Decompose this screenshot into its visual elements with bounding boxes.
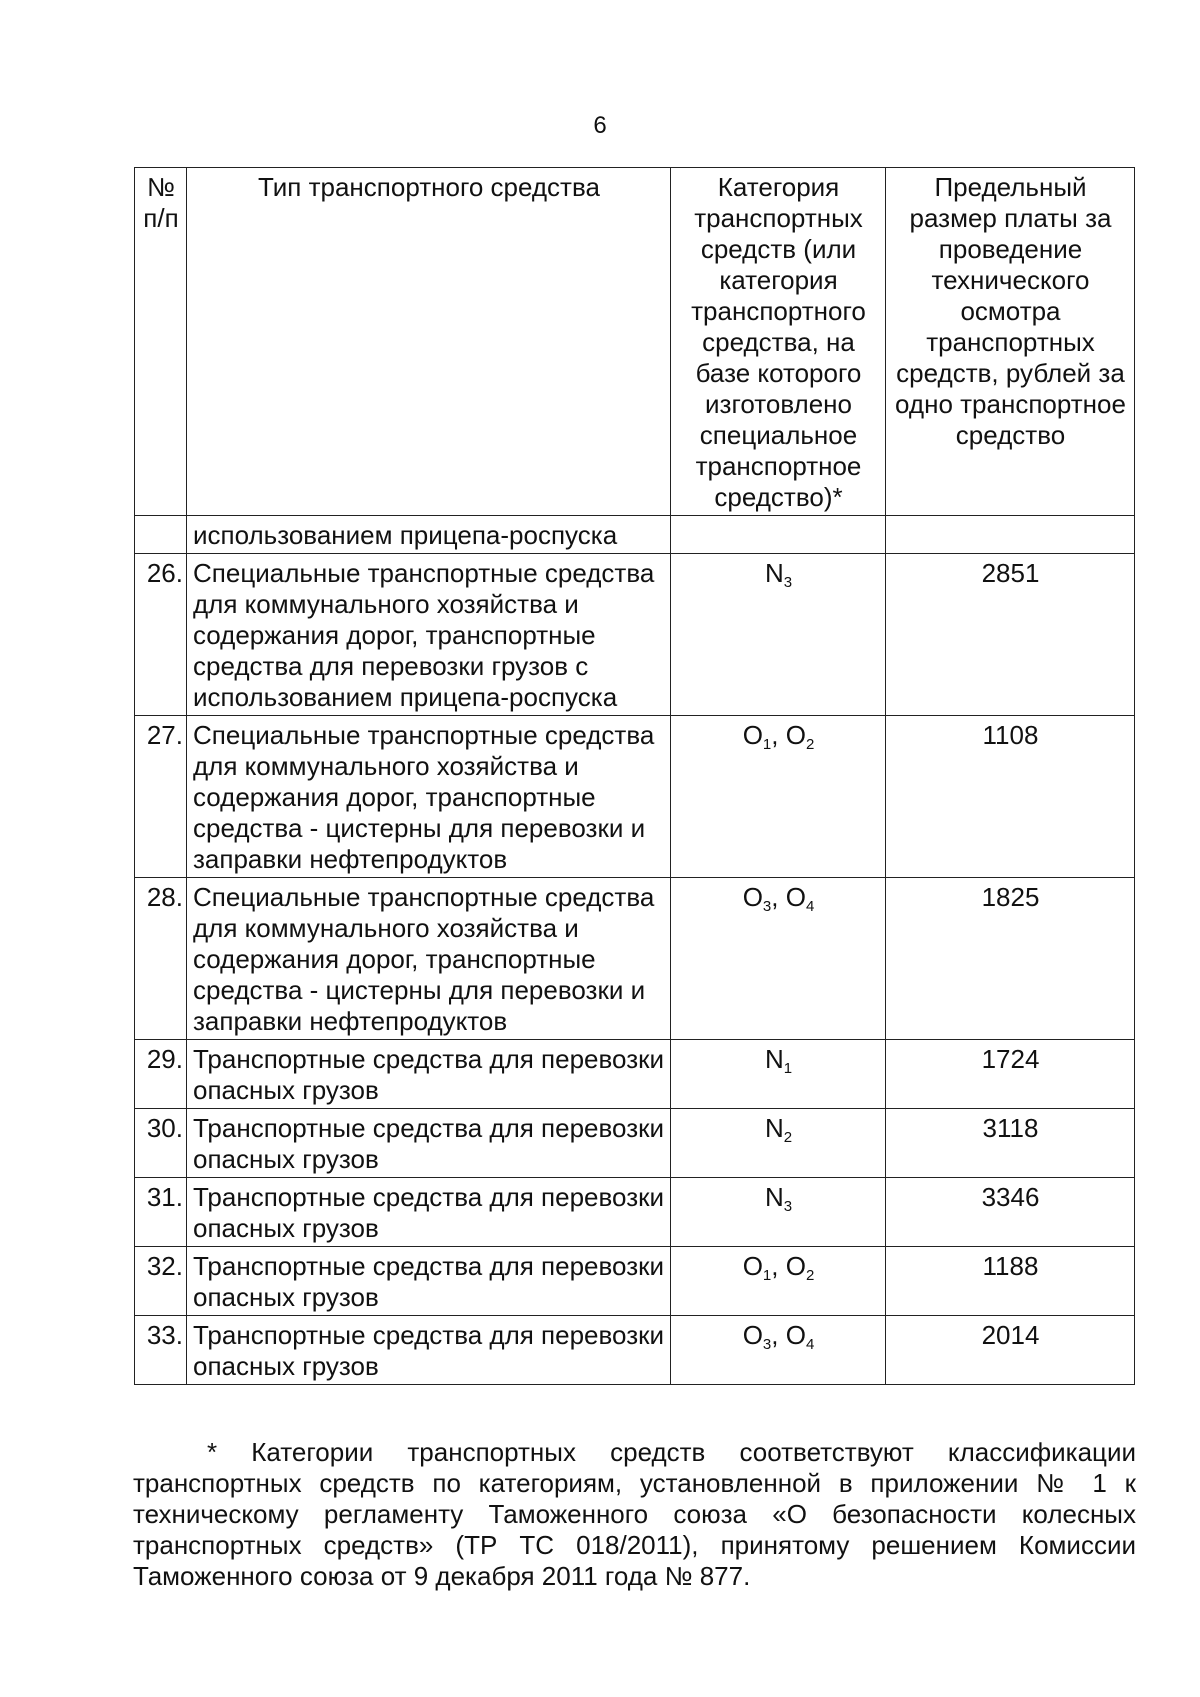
table-row bbox=[135, 1040, 1135, 1109]
inspection-fee: 2014 bbox=[886, 1316, 1135, 1385]
inspection-fee: 2851 bbox=[886, 554, 1135, 716]
footnote: * Категории транспортных средств соответствуют классификации транспортных средств по категориям, установленной в приложении № 1 к техническому регламенту Таможенного союза «О безопасности колесных транспортных средств» (ТР ТС 018/2011), принятому решением Комиссии Таможенного союза от 9 декабря 2011 года № 877. bbox=[133, 1437, 1136, 1591]
header-category-line: средств (или bbox=[700, 234, 857, 264]
row-number: 28. bbox=[135, 878, 187, 1040]
category-code bbox=[785, 1320, 815, 1353]
table-row bbox=[135, 1247, 1135, 1316]
inspection-fee: 1188 bbox=[886, 1247, 1135, 1316]
vehicle-category bbox=[671, 1109, 886, 1178]
header-fee-line: размер платы за bbox=[909, 203, 1112, 233]
category-letter: O bbox=[785, 882, 806, 912]
vehicle-category bbox=[671, 1178, 886, 1247]
category-letter: O bbox=[785, 1251, 806, 1281]
category-code bbox=[764, 1044, 793, 1077]
vehicle-type: Транспортные средства для перевозки опасных грузов bbox=[187, 1178, 671, 1247]
table-row bbox=[135, 1109, 1135, 1178]
vehicle-type: Транспортные средства для перевозки опасных грузов bbox=[187, 1247, 671, 1316]
header-category-line: категория bbox=[719, 265, 838, 295]
row-number: 29. bbox=[135, 1040, 187, 1109]
header-fee-line: технического bbox=[931, 265, 1090, 295]
row-number: 27. bbox=[135, 716, 187, 878]
row-number: 30. bbox=[135, 1109, 187, 1178]
category-letter: N bbox=[764, 1113, 784, 1143]
table-row bbox=[135, 554, 1135, 716]
category-code bbox=[785, 882, 815, 915]
category-letter: O bbox=[742, 882, 763, 912]
vehicle-type: Транспортные средства для перевозки опасных грузов bbox=[187, 1109, 671, 1178]
vehicle-category bbox=[671, 516, 886, 554]
header-num-line: п/п bbox=[143, 203, 179, 233]
header-fee-line: средство bbox=[955, 420, 1066, 450]
row-number bbox=[135, 516, 187, 554]
category-index: 1 bbox=[762, 1267, 772, 1284]
vehicle-type: Транспортные средства для перевозки опасных грузов bbox=[187, 1316, 671, 1385]
category-code bbox=[785, 720, 815, 753]
row-number: 33. bbox=[135, 1316, 187, 1385]
header-num-line: № bbox=[147, 172, 175, 202]
inspection-fee: 3118 bbox=[886, 1109, 1135, 1178]
category-index: 4 bbox=[805, 898, 815, 915]
header-category-line: Категория bbox=[717, 172, 840, 202]
page-number: 6 bbox=[593, 112, 607, 139]
category-letter: O bbox=[742, 720, 763, 750]
vehicle-category: $O_3$, $O_4$ bbox=[671, 1316, 886, 1385]
category-letter: O bbox=[785, 1320, 806, 1350]
vehicle-category: $O_1$, $O_2$ bbox=[671, 716, 886, 878]
row-number: 31. bbox=[135, 1178, 187, 1247]
table-row bbox=[135, 1316, 1135, 1385]
category-index: 2 bbox=[783, 1129, 793, 1146]
vehicle-category bbox=[671, 554, 886, 716]
header-fee-line: одно транспортное bbox=[895, 389, 1126, 419]
category-index: 1 bbox=[762, 736, 772, 753]
category-index: 2 bbox=[805, 736, 815, 753]
vehicle-category bbox=[671, 1040, 886, 1109]
category-code bbox=[742, 720, 772, 753]
header-category bbox=[671, 168, 886, 516]
category-code bbox=[742, 1320, 772, 1353]
vehicle-category: $O_3$, $O_4$ bbox=[671, 878, 886, 1040]
category-letter: O bbox=[742, 1251, 763, 1281]
row-number: 32. bbox=[135, 1247, 187, 1316]
category-code bbox=[764, 1113, 793, 1146]
inspection-fee: 1108 bbox=[886, 716, 1135, 878]
inspection-fee: 3346 bbox=[886, 1178, 1135, 1247]
vehicle-type: Специальные транспортные средства для коммунального хозяйства и содержания дорог, транспортные средства - цистерны для перевозки и заправки нефтепродуктов bbox=[187, 878, 671, 1040]
header-fee-line: средств, рублей за bbox=[896, 358, 1125, 388]
category-code bbox=[785, 1251, 815, 1284]
vehicle-type: Специальные транспортные средства для коммунального хозяйства и содержания дорог, транспортные средства - цистерны для перевозки и заправки нефтепродуктов bbox=[187, 716, 671, 878]
category-index: 3 bbox=[762, 898, 772, 915]
category-code bbox=[742, 882, 772, 915]
header-row bbox=[135, 168, 1135, 516]
category-code bbox=[764, 558, 793, 591]
header-fee bbox=[886, 168, 1135, 516]
header-fee-line: проведение bbox=[938, 234, 1083, 264]
category-code bbox=[764, 1182, 793, 1215]
category-letter: O bbox=[742, 1320, 763, 1350]
header-category-line: средство)* bbox=[714, 482, 843, 512]
header-fee-line: осмотра bbox=[960, 296, 1061, 326]
header-category-line: изготовлено bbox=[705, 389, 852, 419]
header-category-line: средства, на bbox=[702, 327, 855, 357]
category-index: 1 bbox=[783, 1060, 793, 1077]
table-body bbox=[135, 516, 1135, 1385]
row-number: 26. bbox=[135, 554, 187, 716]
category-index: 4 bbox=[805, 1336, 815, 1353]
header-category-line: специальное bbox=[699, 420, 858, 450]
category-index: 3 bbox=[762, 1336, 772, 1353]
table-row bbox=[135, 716, 1135, 878]
header-category-line: транспортного bbox=[691, 296, 866, 326]
category-letter: N bbox=[764, 1044, 784, 1074]
header-category-line: транспортных bbox=[694, 203, 863, 233]
table-row bbox=[135, 1178, 1135, 1247]
table-row bbox=[135, 878, 1135, 1040]
header-category-line: базе которого bbox=[695, 358, 862, 388]
fee-table bbox=[134, 167, 1135, 1385]
vehicle-type: использованием прицепа-роспуска bbox=[187, 516, 671, 554]
vehicle-type: Специальные транспортные средства для коммунального хозяйства и содержания дорог, транспортные средства для перевозки грузов с использованием прицепа-роспуска bbox=[187, 554, 671, 716]
table-row bbox=[135, 516, 1135, 554]
inspection-fee: 1825 bbox=[886, 878, 1135, 1040]
vehicle-category: $O_1$, $O_2$ bbox=[671, 1247, 886, 1316]
category-index: 3 bbox=[783, 1198, 793, 1215]
category-letter: O bbox=[785, 720, 806, 750]
inspection-fee: 1724 bbox=[886, 1040, 1135, 1109]
inspection-fee bbox=[886, 516, 1135, 554]
category-index: 2 bbox=[805, 1267, 815, 1284]
category-code bbox=[742, 1251, 772, 1284]
header-category-line: транспортное bbox=[695, 451, 862, 481]
category-index: 3 bbox=[783, 574, 793, 591]
category-letter: N bbox=[764, 558, 784, 588]
header-num bbox=[135, 168, 187, 516]
header-fee-line: Предельный bbox=[934, 172, 1087, 202]
header-type: Тип транспортного средства bbox=[187, 168, 671, 516]
category-letter: N bbox=[764, 1182, 784, 1212]
table-header bbox=[135, 168, 1135, 516]
header-fee-line: транспортных bbox=[926, 327, 1095, 357]
vehicle-type: Транспортные средства для перевозки опасных грузов bbox=[187, 1040, 671, 1109]
